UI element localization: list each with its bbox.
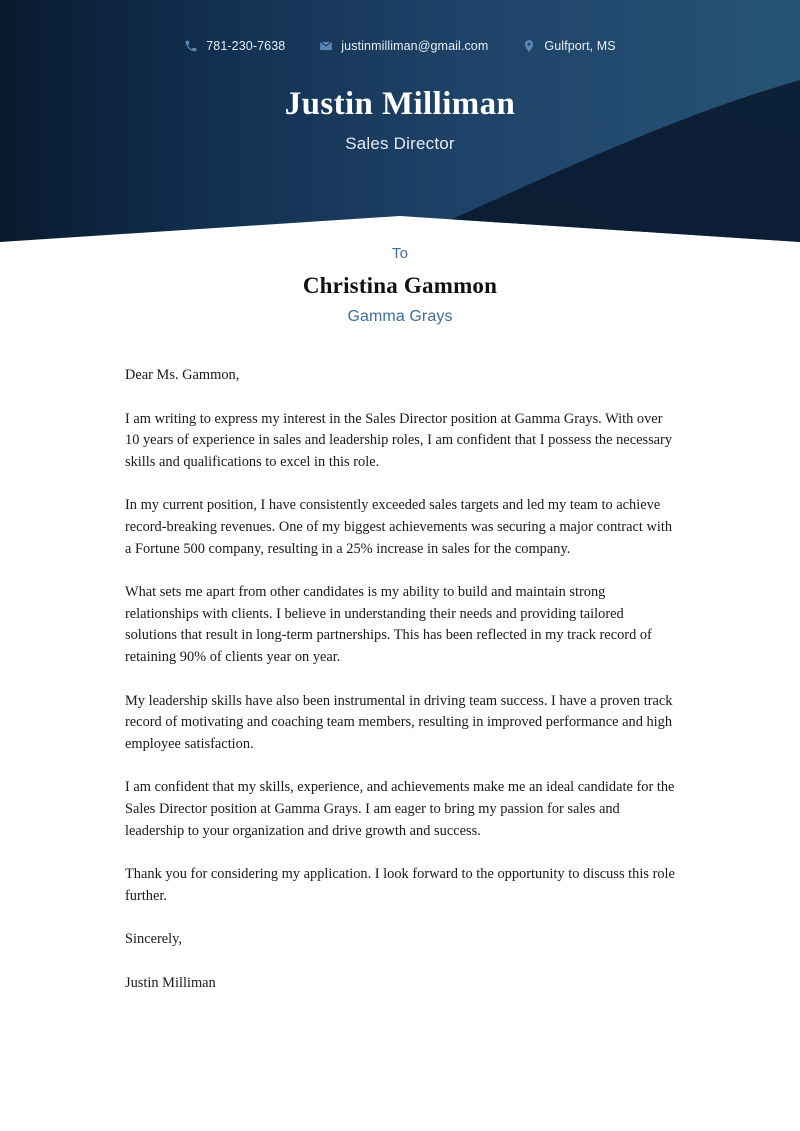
letter-paragraph: What sets me apart from other candidates is my ability to build and maintain strong relationships with clients. I believe in understanding their needs and providing tailored solutions that result in long-term partnerships. This has been reflected in my track record of retaining 90% of clients year on year.	[125, 584, 652, 665]
to-label: To	[391, 245, 409, 262]
closing: Sincerely,	[125, 931, 183, 948]
recipient-name: Christina Gammon	[302, 273, 498, 298]
letter-paragraph: I am confident that my skills, experience, and achievements make me an ideal candidate for the Sales Director position at Gamma Grays. I am eager to bring my passion for sales and leadership to your organization and drive growth and success.	[125, 779, 675, 839]
signature: Justin Milliman	[125, 974, 216, 991]
mail-icon	[319, 39, 333, 53]
contact-email-value: justinmilliman@gmail.com	[341, 39, 489, 53]
salutation: Dear Ms. Gammon,	[125, 367, 240, 383]
page-title: Justin Milliman	[284, 86, 516, 122]
contact-location	[522, 39, 615, 53]
contact-location-value: Gulfport, MS	[544, 39, 616, 53]
letter-paragraph: Thank you for considering my application. I look forward to the opportunity to discuss this role further.	[125, 866, 675, 904]
recipient-company: Gamma Grays	[347, 308, 453, 325]
contact-email	[319, 39, 488, 53]
location-pin-icon	[522, 39, 536, 53]
contact-row	[0, 0, 800, 53]
recipient-block	[0, 242, 800, 326]
job-title: Sales Director	[345, 134, 455, 153]
letter-paragraph: In my current position, I have consistently exceeded sales targets and led my team to achieve record-breaking revenues. One of my biggest achievements was securing a major contract with a Fortune 500 company, resulting in a 25% increase in sales for the company.	[125, 497, 673, 557]
letter-paragraph: My leadership skills have also been instrumental in driving team success. I have a proven track record of motivating and coaching team members, resulting in improved performance and high employee satisfaction.	[125, 692, 673, 752]
letter-body	[0, 326, 800, 994]
letter-paragraph: I am writing to express my interest in the Sales Director position at Gamma Grays. With over 10 years of experience in sales and leadership roles, I am confident that I possess the necessary skills and qualifications to excel in this role.	[125, 410, 673, 470]
contact-phone	[184, 39, 285, 53]
phone-icon	[184, 39, 198, 53]
header-content	[0, 0, 800, 154]
document-header	[0, 0, 800, 242]
contact-phone-value: 781-230-7638	[206, 39, 286, 53]
